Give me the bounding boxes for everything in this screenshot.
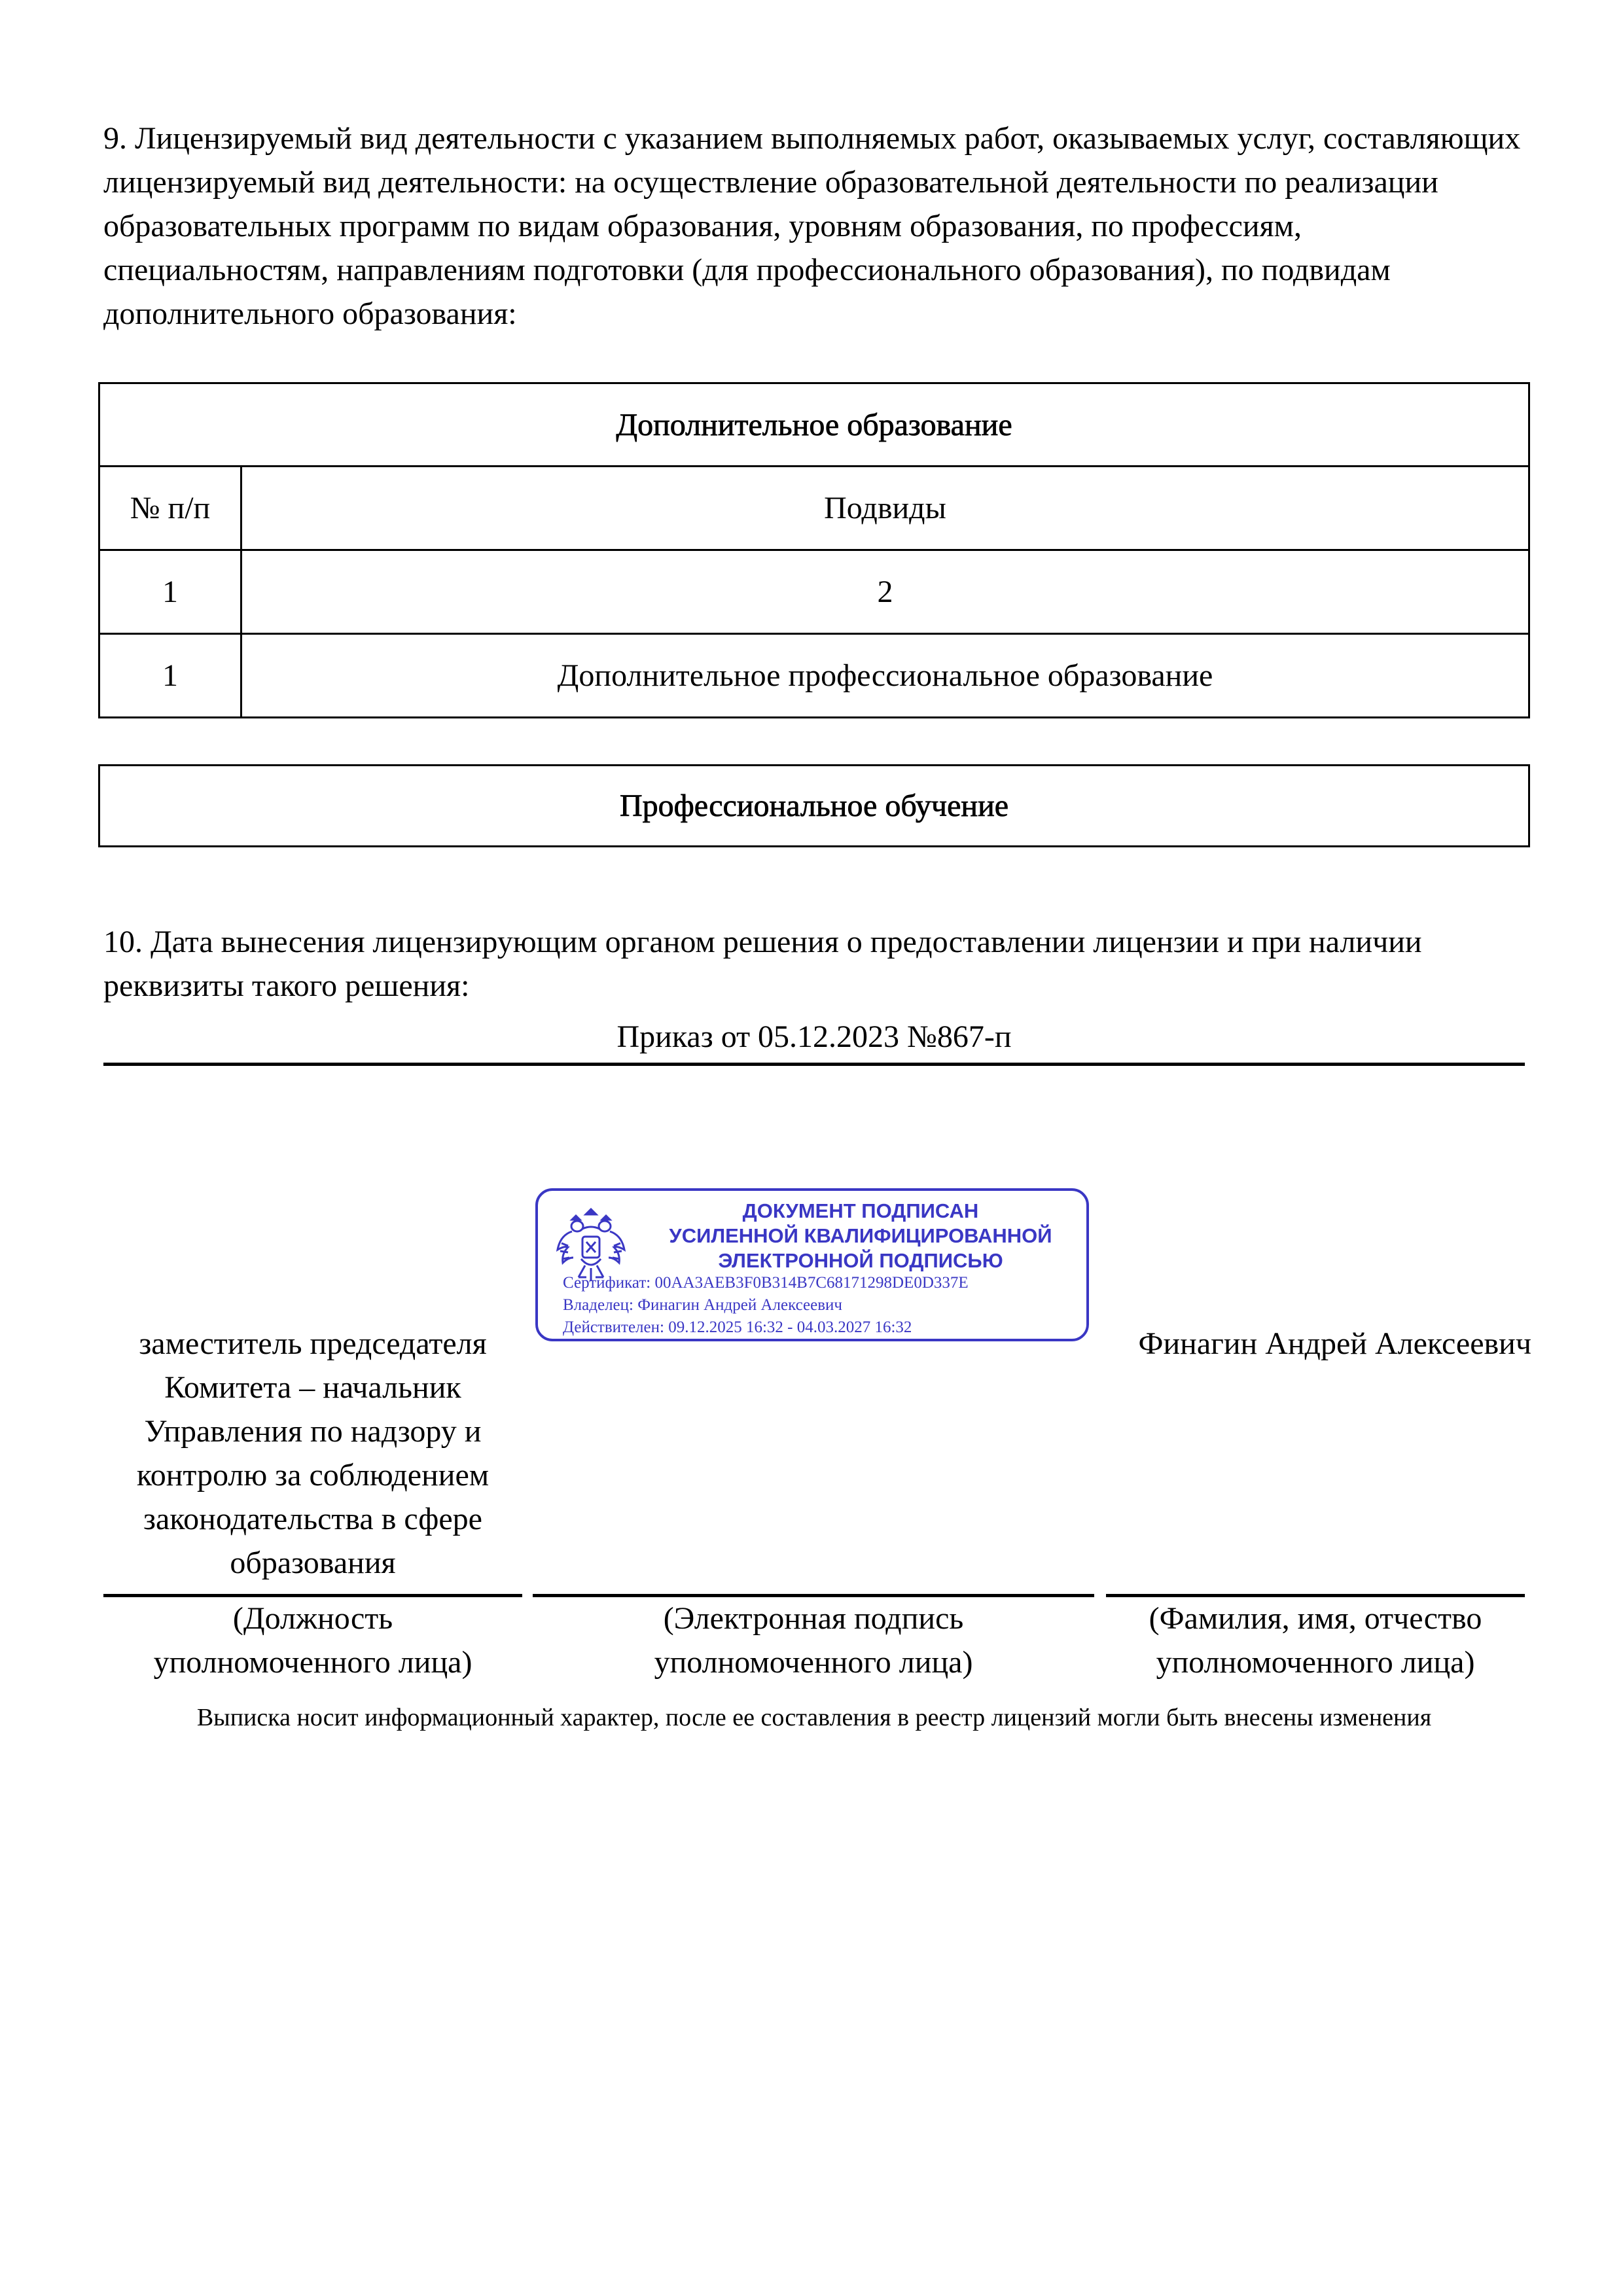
signature-caption xyxy=(533,1597,1094,1684)
official-full-name: Финагин Андрей Алексеевич xyxy=(1138,1326,1531,1361)
caption-line: (Фамилия, имя, отчество xyxy=(1149,1601,1482,1636)
stamp-heading-line: ДОКУМЕНТ ПОДПИСАН xyxy=(742,1199,979,1222)
footer-note: Выписка носит информационный характер, после ее составления в реестр лицензий могли быть внесены изменения xyxy=(196,1704,1432,1731)
table-row xyxy=(100,550,1528,634)
row-number-cell: 1 xyxy=(100,634,241,717)
caption-line: уполномоченного лица) xyxy=(1156,1645,1475,1680)
header-subtypes-cell: Подвиды xyxy=(241,467,1529,550)
caption-line: уполномоченного лица) xyxy=(153,1645,473,1680)
stamp-heading xyxy=(636,1199,1085,1273)
row-subtype-cell: 2 xyxy=(241,550,1529,634)
professional-training-table xyxy=(98,764,1530,847)
additional-education-table-title: Дополнительное образование xyxy=(616,407,1012,442)
stamp-certificate: Сертификат: 00AA3AEB3F0B314B7C68171298DE0D337E xyxy=(563,1274,969,1292)
official-position: заместитель председателя Комитета – начальник Управления по надзору и контролю за соблюдением законодательства в сфере образования xyxy=(136,1326,490,1580)
subtypes-table xyxy=(100,465,1528,716)
professional-training-table-title: Профессиональное обучение xyxy=(619,788,1009,823)
table-header-row xyxy=(100,467,1528,550)
name-caption xyxy=(1106,1597,1525,1684)
caption-line: уполномоченного лица) xyxy=(654,1645,973,1680)
stamp-heading-line: УСИЛЕННОЙ КВАЛИФИЦИРОВАННОЙ xyxy=(669,1224,1052,1247)
position-caption xyxy=(103,1597,522,1684)
section-9-text: 9. Лицензируемый вид деятельности с указанием выполняемых работ, оказываемых услуг, составляющих лицензируемый вид деятельности: на осуществление образовательной деятельности по реализации образовательных программ по видам образования, уровням образования, по профессиям, специальностям, направлениям подготовки (для профессионального образования), по подвидам дополнительного образования: xyxy=(103,121,1521,331)
caption-line: (Должность xyxy=(232,1601,393,1636)
stamp-heading-line: ЭЛЕКТРОННОЙ ПОДПИСЬЮ xyxy=(718,1249,1003,1272)
stamp-validity: Действителен: 09.12.2025 16:32 - 04.03.2027 16:32 xyxy=(563,1318,912,1336)
stamp-owner: Владелец: Финагин Андрей Алексеевич xyxy=(563,1296,842,1314)
electronic-signature-stamp xyxy=(535,1188,1089,1341)
caption-line: (Электронная подпись xyxy=(663,1601,964,1636)
header-number-cell: № п/п xyxy=(100,467,241,550)
order-reference: Приказ от 05.12.2023 №867-п xyxy=(103,1014,1525,1066)
row-subtype-cell: Дополнительное профессиональное образование xyxy=(241,634,1529,717)
additional-education-table xyxy=(98,382,1530,718)
row-number-cell: 1 xyxy=(100,550,241,634)
section-10-text: 10. Дата вынесения лицензирующим органом решения о предоставлении лицензии и при наличии реквизиты такого решения: xyxy=(103,925,1422,1003)
table-row xyxy=(100,634,1528,717)
